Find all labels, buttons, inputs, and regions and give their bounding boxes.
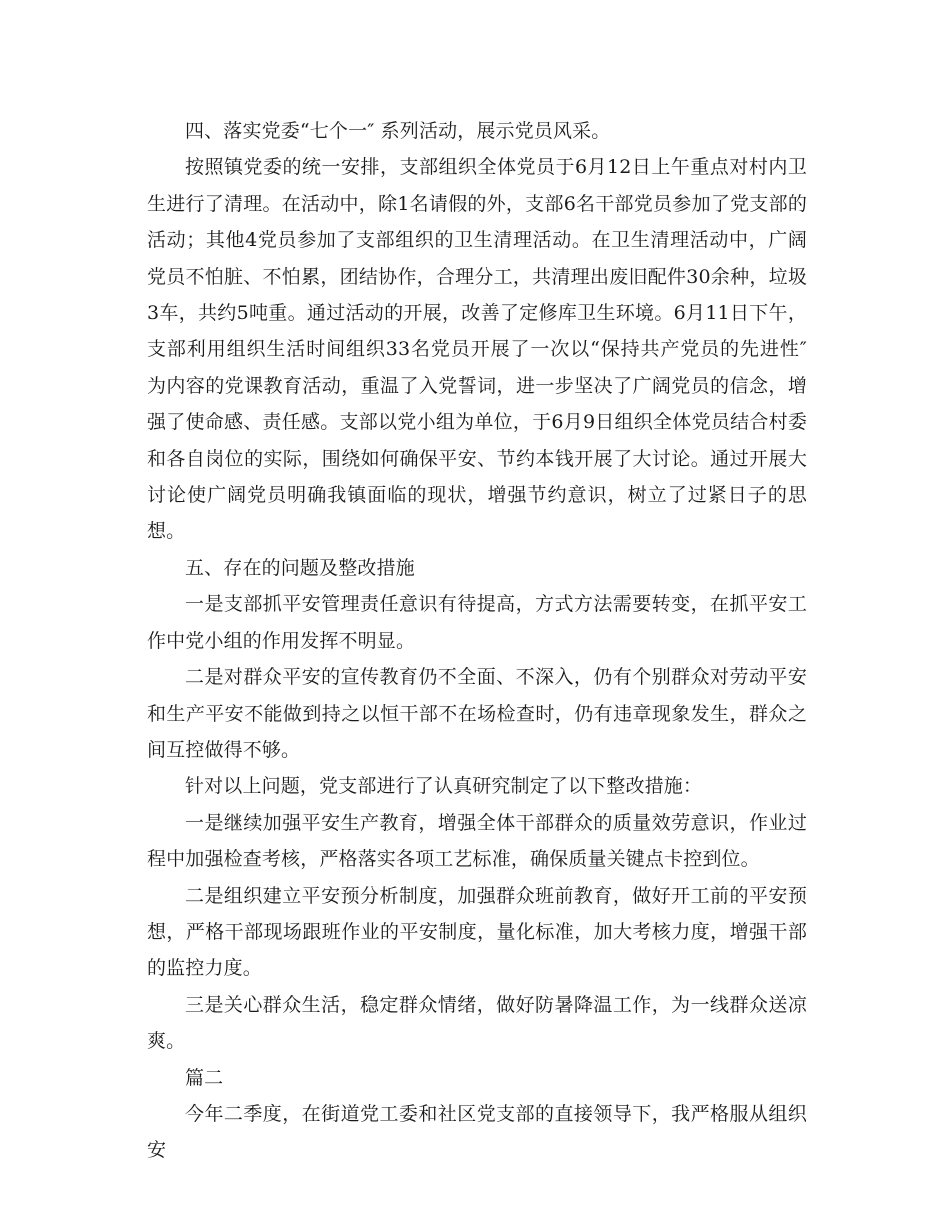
measure-paragraph-1: 一是继续加强平安生产教育，增强全体干部群众的质量效劳意识，作业过程中加强检查考核，严格落实各项工艺标准，确保质量关键点卡控到位。 [147, 811, 807, 871]
measure-paragraph-3: 三是关心群众生活，稳定群众情绪，做好防暑降温工作，为一线群众送凉爽。 [147, 993, 807, 1053]
section-heading-five: 五、存在的问题及整改措施 [185, 556, 415, 579]
part-two-paragraph: 今年二季度，在街道党工委和社区党支部的直接领导下，我严格服从组织安 [147, 1102, 807, 1162]
measure-paragraph-2: 二是组织建立平安预分析制度，加强群众班前教育，做好开工前的平安预想，严格干部现场跟班作业的平安制度，量化标准，加大考核力度，增强干部的监控力度。 [147, 884, 807, 980]
document-body [147, 113, 807, 1169]
problem-paragraph-2: 二是对群众平安的宣传教育仍不全面、不深入，仍有个别群众对劳动平安和生产平安不能做到持之以恒干部不在场检查时，仍有违章现象发生，群众之间互控做得不够。 [147, 666, 807, 761]
activity-paragraph: 按照镇党委的统一安排，支部组织全体党员于6月12日上午重点对村内卫生进行了清理。在活动中，除1名请假的外，支部6名干部党员参加了党支部的活动；其他4党员参加了支部组织的卫生清理活动。在卫生清理活动中，广阔党员不怕脏、不怕累，团结协作，合理分工，共清理出废旧配件30余种，垃圾3车，共约5吨重。通过活动的开展，改善了定修库卫生环境。6月11日下午，支部利用组织生活时间组织33名党员开展了一次以“保持共产党员的先进性″ 为内容的党课教育活动，重温了入党誓词，进一步坚决了广阔党员的信念，增强了使命感、责任感。支部以党小组为单位，于6月9日组织全体党员结合村委和各自岗位的实际，围绕如何确保平安、节约本钱开展了大讨论。通过开展大讨论使广阔党员明确我镇面临的现状，增强节约意识，树立了过紧日子的思想。 [147, 156, 807, 543]
section-heading-four: 四、落实党委“七个一″ 系列活动，展示党员风采。 [185, 120, 611, 142]
part-two-heading: 篇二 [185, 1066, 224, 1089]
problem-paragraph-1: 一是支部抓平安管理责任意识有待提高，方式方法需要转变，在抓平安工作中党小组的作用发挥不明显。 [147, 593, 807, 652]
measures-intro: 针对以上问题，党支部进行了认真研究制定了以下整改措施： [185, 775, 703, 798]
